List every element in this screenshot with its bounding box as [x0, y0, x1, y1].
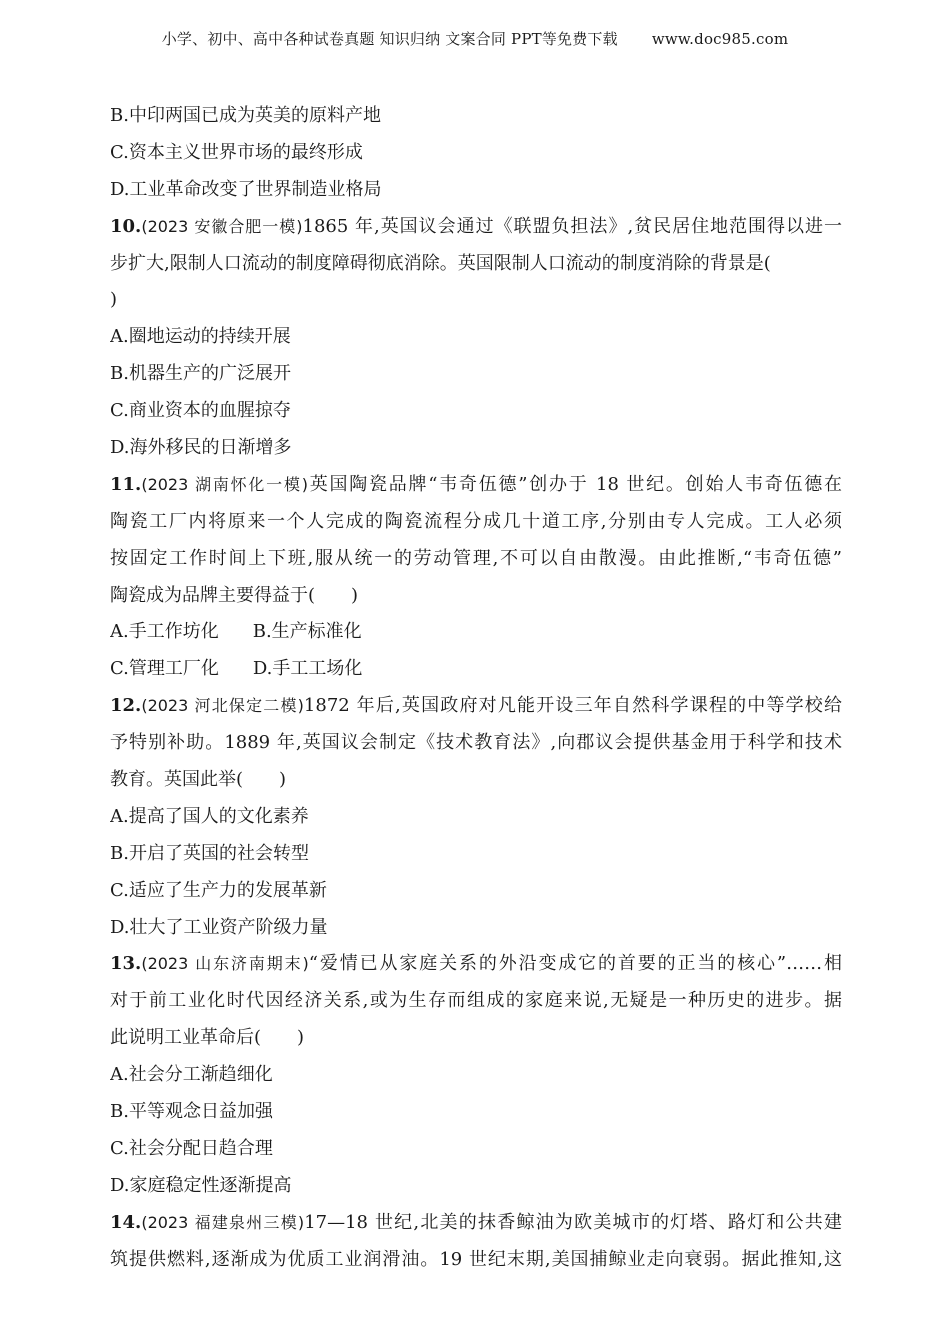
q11-stem-line-2: 陶瓷工厂内将原来一个人完成的陶瓷流程分成几十道工序,分别由专人完成。工人必须 [110, 510, 842, 532]
q12-option-d: D.壮大了工业资产阶级力量 [110, 916, 328, 938]
q13-stem-line-2: 对于前工业化时代因经济关系,或为生存而组成的家庭来说,无疑是一种历史的进步。据 [110, 990, 842, 1012]
q10-option-b: B.机器生产的广泛展开 [110, 363, 291, 385]
q11-option-c: C.管理工厂化 [110, 658, 219, 680]
q11-number: 11. [110, 473, 142, 495]
q10-option-d: D.海外移民的日渐增多 [110, 437, 292, 459]
q10-option-c: C.商业资本的血腥掠夺 [110, 400, 291, 422]
q11-source: (2023 湖南怀化一模) [141, 474, 308, 494]
q13-option-d: D.家庭稳定性逐渐提高 [110, 1174, 292, 1196]
q10-stem-line-1 [110, 209, 842, 246]
q13-stem-line-1 [110, 946, 842, 983]
q12-stem-line-3: 教育。英国此举( ) [110, 769, 287, 791]
q11-option-a: A.手工作坊化 [110, 621, 219, 643]
q14-stem-line-1 [110, 1205, 842, 1242]
header-title: 小学、初中、高中各种试卷真题 知识归纳 文案合同 PPT等免费下载 [161, 30, 618, 48]
q10-source: (2023 安徽合肥一模) [141, 216, 303, 236]
q9-option-b: B.中印两国已成为英美的原料产地 [110, 105, 381, 126]
q9-option-c: C.资本主义世界市场的最终形成 [110, 141, 363, 163]
q11-stem-line-3: 按固定工作时间上下班,服从统一的劳动管理,不可以自由散漫。由此推断,“韦奇伍德” [110, 547, 842, 569]
q14-number: 14. [110, 1211, 142, 1233]
q11-option-b: B.生产标准化 [252, 621, 362, 643]
q10-stem-line-2: 步扩大,限制人口流动的制度障碍彻底消除。英国限制人口流动的制度消除的背景是( [110, 252, 771, 274]
exam-content [110, 98, 842, 1279]
q10-number: 10. [110, 215, 142, 237]
header-url[interactable]: www.doc985.com [651, 30, 789, 48]
q12-option-b: B.开启了英国的社会转型 [110, 842, 309, 864]
q13-text-1: “爱情已从家庭关系的外沿变成它的首要的正当的核心”……相 [308, 953, 842, 975]
q10-text-1: 1865 年,英国议会通过《联盟负担法》,贫民居住地范围得以进一 [302, 215, 842, 237]
q12-stem-line-2: 予特别补助。1889 年,英国议会制定《技术教育法》,向郡议会提供基金用于科学和技术 [110, 732, 842, 754]
q14-source: (2023 福建泉州三模) [141, 1212, 305, 1232]
q12-option-c: C.适应了生产力的发展革新 [110, 879, 327, 901]
q13-option-b: B.平等观念日益加强 [110, 1101, 273, 1123]
q13-stem-line-3: 此说明工业革命后( ) [110, 1027, 305, 1049]
q12-stem-line-1 [110, 688, 842, 725]
q13-number: 13. [110, 953, 142, 975]
q12-option-a: A.提高了国人的文化素养 [110, 805, 309, 827]
q10-stem-line-3: ) [110, 289, 118, 311]
q12-source: (2023 河北保定二模) [141, 696, 304, 716]
q10-option-a: A.圈地运动的持续开展 [110, 326, 291, 348]
q13-source: (2023 山东济南期末) [141, 954, 309, 974]
q11-options-row-1 [110, 614, 842, 651]
q12-text-1: 1872 年后,英国政府对凡能开设三年自然科学课程的中等学校给 [303, 695, 842, 717]
q11-text-1: 英国陶瓷品牌“韦奇伍德”创办于 18 世纪。创始人韦奇伍德在 [307, 473, 842, 495]
q14-stem-line-2: 筑提供燃料,逐渐成为优质工业润滑油。19 世纪末期,美国捕鲸业走向衰弱。据此推知,这 [110, 1248, 842, 1270]
q11-options-row-2 [110, 651, 842, 688]
page-header [0, 28, 950, 49]
q13-option-c: C.社会分配日趋合理 [110, 1137, 273, 1159]
q14-text-1: 17—18 世纪,北美的抹香鲸油为欧美城市的灯塔、路灯和公共建 [304, 1211, 842, 1233]
q13-option-a: A.社会分工渐趋细化 [110, 1064, 273, 1086]
q9-option-d: D.工业革命改变了世界制造业格局 [110, 178, 382, 200]
q11-option-d: D.手工工场化 [252, 658, 363, 680]
q12-number: 12. [110, 695, 142, 717]
q11-stem-line-1 [110, 467, 842, 504]
q11-stem-line-4: 陶瓷成为品牌主要得益于( ) [110, 584, 359, 606]
